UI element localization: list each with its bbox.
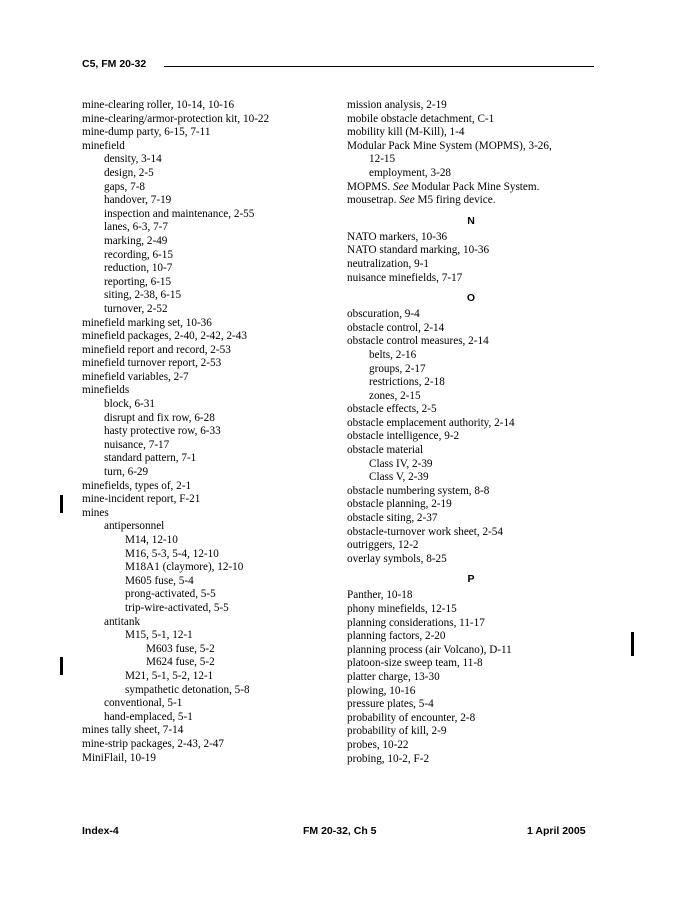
index-entry: obstacle control, 2-14 (347, 321, 445, 334)
index-subentry: restrictions, 2-18 (369, 376, 445, 389)
footer-page-label: Index-4 (82, 825, 119, 837)
index-entry: MiniFlail, 10-19 (82, 751, 156, 764)
index-entry: planning considerations, 11-17 (347, 616, 485, 629)
index-entry: pressure plates, 5-4 (347, 698, 434, 711)
index-entry: minefield turnover report, 2-53 (82, 357, 222, 370)
index-entry: mobile obstacle detachment, C-1 (347, 112, 495, 125)
index-entry: nuisance minefields, 7-17 (347, 271, 463, 284)
index-subentry: belts, 2-16 (369, 348, 417, 361)
change-bar-left-lower (60, 657, 63, 675)
index-entry: mine-incident report, F-21 (82, 493, 201, 506)
index-entry: mission analysis, 2-19 (347, 99, 447, 111)
index-subentry: recording, 6-15 (104, 248, 173, 261)
index-entry: mobility kill (M-Kill), 1-4 (347, 126, 465, 139)
index-subentry: reporting, 6-15 (104, 275, 172, 288)
footer-manual: FM 20-32, Ch 5 (303, 825, 377, 837)
index-subentry: Class V, 2-39 (369, 471, 429, 484)
index-subentry: design, 2-5 (104, 166, 154, 179)
index-entry: probability of encounter, 2-8 (347, 711, 476, 724)
index-entry: NATO markers, 10-36 (347, 230, 448, 243)
index-entry: NATO standard marking, 10-36 (347, 244, 490, 257)
see-target: M5 firing device. (417, 194, 496, 207)
index-entry: mines tally sheet, 7-14 (82, 724, 184, 737)
index-entry: mine-clearing roller, 10-14, 10-16 (82, 99, 235, 111)
index-right-column (347, 99, 607, 766)
index-left-column (82, 99, 332, 765)
index-entry: obstacle intelligence, 9-2 (347, 430, 460, 443)
section-heading-p: P (467, 573, 475, 586)
index-subentry: groups, 2-17 (369, 362, 426, 375)
index-entry: mines (82, 506, 109, 519)
change-bar-right (631, 632, 634, 656)
index-entry: Modular Pack Mine System (MOPMS), 3-26, (347, 139, 552, 152)
index-subentry: M21, 5-1, 5-2, 12-1 (125, 669, 214, 682)
index-subentry: M624 fuse, 5-2 (146, 656, 215, 669)
index-entry: mine-dump party, 6-15, 7-11 (82, 126, 211, 139)
index-entry-see (347, 181, 607, 195)
index-entry: phony minefields, 12-15 (347, 603, 457, 615)
index-entry: obstacle siting, 2-37 (347, 512, 438, 525)
index-subentry: turnover, 2-52 (104, 302, 168, 315)
index-entry: obstacle control measures, 2-14 (347, 335, 489, 348)
index-entry: probes, 10-22 (347, 738, 409, 751)
index-entry: mine-strip packages, 2-43, 2-47 (82, 737, 224, 750)
index-subentry: siting, 2-38, 6-15 (104, 289, 182, 302)
index-subentry: lanes, 6-3, 7-7 (104, 221, 169, 234)
index-entry: obstacle planning, 2-19 (347, 498, 452, 511)
index-subentry: sympathetic detonation, 5-8 (125, 683, 250, 696)
running-head: C5, FM 20-32 (82, 58, 147, 70)
index-entry: minefield (82, 139, 125, 152)
index-subentry: trip-wire-activated, 5-5 (125, 601, 229, 614)
see-word: See (393, 180, 409, 193)
index-entry: obstacle effects, 2-5 (347, 403, 437, 416)
index-entry: neutralization, 9-1 (347, 257, 430, 270)
index-entry: outriggers, 12-2 (347, 539, 419, 552)
index-subentry: nuisance, 7-17 (104, 438, 170, 451)
index-entry: obstacle material (347, 444, 424, 457)
section-heading-n: N (467, 214, 475, 227)
index-subentry: M605 fuse, 5-4 (125, 574, 194, 587)
index-subentry: antitank (104, 615, 141, 628)
index-subentry: prong-activated, 5-5 (125, 588, 216, 601)
see-target: Modular Pack Mine System. (411, 180, 540, 193)
index-subentry: antipersonnel (104, 520, 165, 533)
index-subentry: standard pattern, 7-1 (104, 452, 197, 465)
index-subentry: M18A1 (claymore), 12-10 (125, 561, 244, 574)
index-entry: overlay symbols, 8-25 (347, 552, 447, 565)
see-term: MOPMS. (347, 180, 391, 193)
index-entry: planning factors, 2-20 (347, 630, 446, 643)
index-entry: platter charge, 13-30 (347, 670, 440, 683)
index-subentry: hand-emplaced, 5-1 (104, 710, 193, 723)
index-subentry: M603 fuse, 5-2 (146, 642, 215, 655)
index-entry: obscuration, 9-4 (347, 308, 420, 321)
index-entry: plowing, 10-16 (347, 684, 416, 697)
see-term: mousetrap. (347, 194, 397, 207)
index-entry: minefield packages, 2-40, 2-42, 2-43 (82, 330, 247, 343)
index-entry: minefield report and record, 2-53 (82, 343, 231, 356)
footer-date: 1 April 2005 (527, 825, 586, 837)
index-subentry: employment, 3-28 (369, 166, 452, 179)
index-subentry: reduction, 10-7 (104, 262, 173, 275)
index-entry: minefield variables, 2-7 (82, 370, 189, 383)
index-entry: obstacle emplacement authority, 2-14 (347, 416, 515, 429)
index-subentry: Class IV, 2-39 (369, 457, 433, 470)
index-entry: obstacle-turnover work sheet, 2-54 (347, 525, 503, 538)
change-bar-left-upper (60, 495, 63, 513)
index-subentry: zones, 2-15 (369, 389, 421, 402)
index-subentry: conventional, 5-1 (104, 697, 183, 710)
index-entry: minefields (82, 384, 130, 397)
index-entry-see (347, 194, 607, 208)
see-word: See (399, 194, 415, 207)
index-subentry: block, 6-31 (104, 398, 155, 411)
index-subentry: M14, 12-10 (125, 534, 178, 546)
index-subentry: density, 3-14 (104, 153, 162, 166)
index-subentry: disrupt and fix row, 6-28 (104, 411, 215, 424)
index-subentry: hasty protective row, 6-33 (104, 425, 221, 438)
index-entry: mine-clearing/armor-protection kit, 10-22 (82, 112, 270, 125)
index-subentry: turn, 6-29 (104, 466, 149, 479)
index-entry: platoon-size sweep team, 11-8 (347, 657, 483, 670)
index-entry: probing, 10-2, F-2 (347, 752, 430, 765)
index-subentry: inspection and maintenance, 2-55 (104, 207, 255, 220)
section-heading-o: O (466, 292, 476, 305)
index-subentry: marking, 2-49 (104, 234, 168, 247)
index-entry: obstacle numbering system, 8-8 (347, 484, 490, 497)
index-entry-continuation: 12-15 (369, 153, 396, 166)
index-subentry: gaps, 7-8 (104, 180, 146, 193)
header-rule (164, 66, 594, 67)
index-subentry: handover, 7-19 (104, 194, 172, 207)
index-subentry: M16, 5-3, 5-4, 12-10 (125, 547, 219, 560)
index-entry: minefield marking set, 10-36 (82, 316, 212, 329)
index-subentry: M15, 5-1, 12-1 (125, 629, 193, 642)
index-entry: probability of kill, 2-9 (347, 725, 447, 738)
index-entry: planning process (air Volcano), D-11 (347, 643, 512, 656)
index-entry: Panther, 10-18 (347, 589, 413, 602)
index-entry: minefields, types of, 2-1 (82, 479, 192, 492)
